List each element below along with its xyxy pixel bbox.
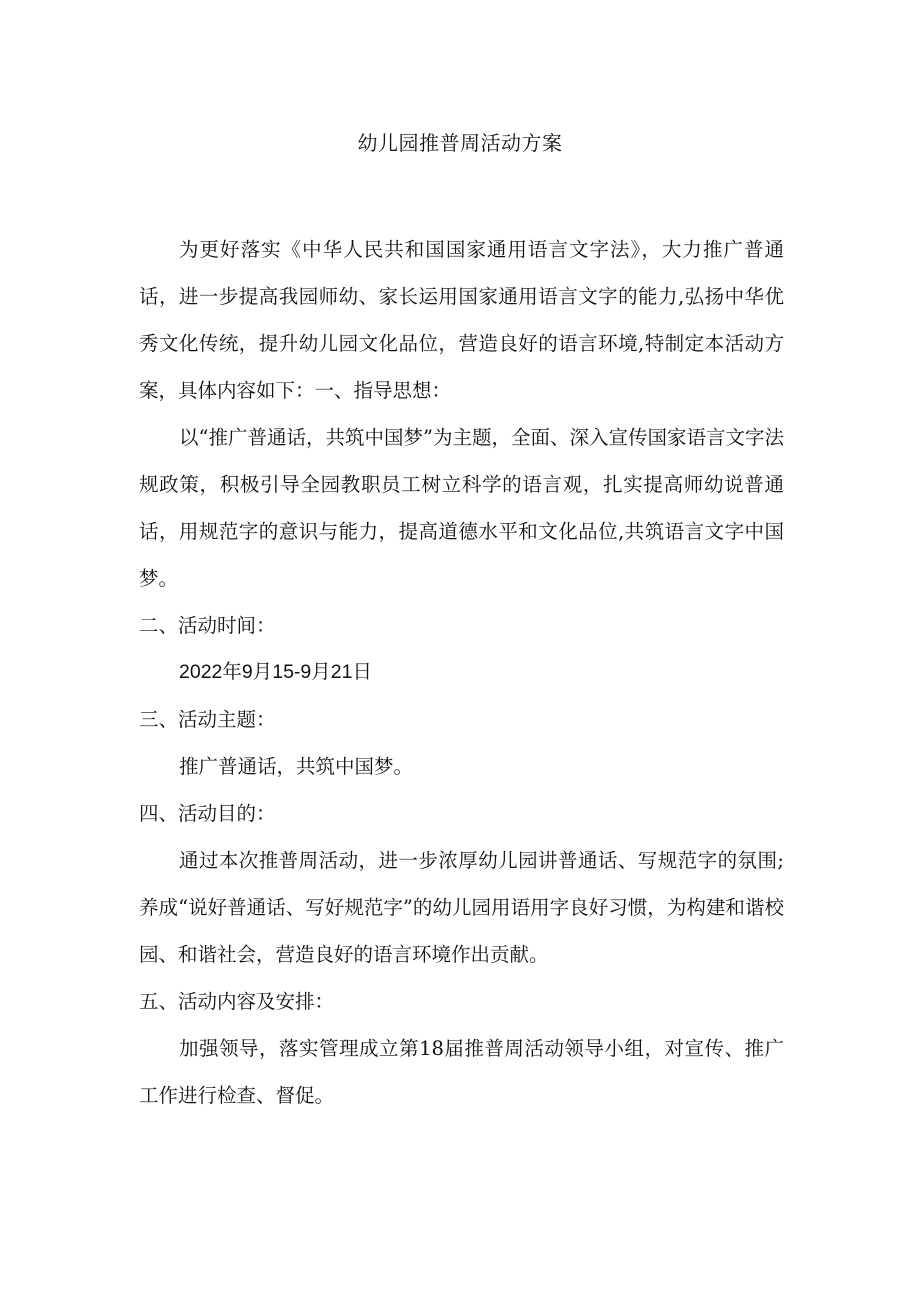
paragraph-activity-theme: 推广普通话，共筑中国梦。	[179, 755, 414, 778]
heading-activity-time: 二、活动时间：	[139, 614, 276, 637]
heading-activity-purpose: 四、活动目的：	[139, 802, 276, 825]
paragraph-activity-purpose: 通过本次推普周活动，进一步浓厚幼儿园讲普通话、写规范字的氛围;养成“说好普通话、写好规范字”的幼儿园用语用字良好习惯，为构建和谐校园、和谐社会，营造良好的语言环境作出贡献。	[139, 849, 784, 966]
document-title: 幼儿园推普周活动方案	[357, 131, 563, 155]
paragraph-activity-content: 加强领导，落实管理成立第18届推普周活动领导小组，对宣传、推广工作进行检查、督促。	[139, 1037, 784, 1107]
paragraph-intro: 为更好落实《中华人民共和国国家通用语言文字法》，大力推广普通话，进一步提高我园师幼、家长运用国家通用语言文字的能力,弘扬中华优秀文化传统，提升幼儿园文化品位，营造良好的语言环境,特制定本活动方案，具体内容如下：一、指导思想：	[139, 238, 784, 402]
document-body	[139, 226, 784, 1119]
paragraph-activity-date: 2022年9月15-9月21日	[179, 661, 372, 683]
paragraph-guiding-ideology: 以“推广普通话，共筑中国梦”为主题，全面、深入宣传国家语言文字法规政策，积极引导全园教职员工树立科学的语言观，扎实提高师幼说普通话，用规范字的意识与能力，提高道德水平和文化品位,共筑语言文字中国梦。	[139, 426, 784, 590]
heading-activity-content: 五、活动内容及安排：	[139, 990, 335, 1013]
heading-activity-theme: 三、活动主题：	[139, 708, 276, 731]
